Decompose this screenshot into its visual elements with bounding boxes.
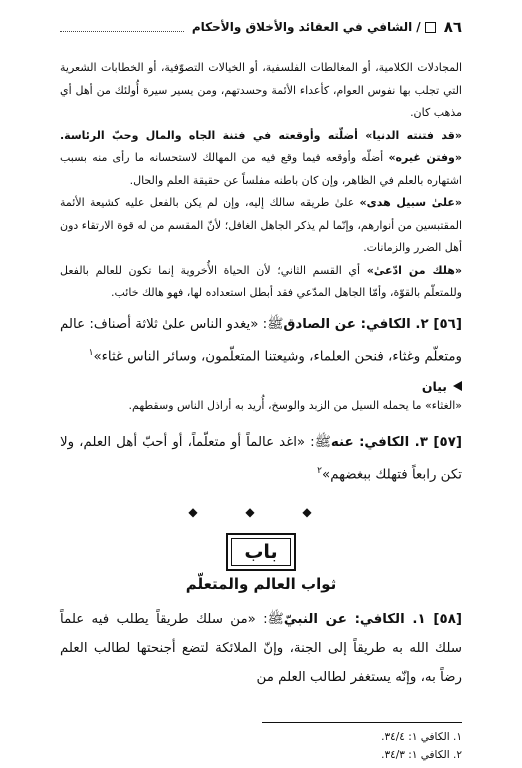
triangle-left-icon bbox=[453, 381, 462, 391]
footnote-1: ١. الكافي ١: ٣٤/٤. bbox=[381, 731, 462, 744]
hadith-57 bbox=[60, 428, 462, 489]
footnote-ref[interactable]: ١ bbox=[88, 347, 94, 358]
chapter-heading bbox=[60, 533, 462, 571]
bayan-title: بيان bbox=[421, 378, 447, 394]
dotted-leader bbox=[60, 31, 184, 32]
header-separator: / bbox=[416, 20, 421, 34]
bayan-heading bbox=[60, 379, 462, 394]
commentary-paragraph bbox=[60, 192, 462, 260]
footnote-ref[interactable]: ٢ bbox=[317, 465, 322, 476]
hadith-text: : «يغدو الناس علىٰ ثلاثة أصناف: عالم ومتعلّم وغثاء، فنحن العلماء، وشيعتنا المتعلّمون، وسائر الناس غثاء» bbox=[60, 316, 462, 364]
commentary-text: علىٰ طريقه سالك إليه، وإن لم يكن بالفعل عليه كشيعة الأئمة المقتبسين من أنوارهم، وإنّما لم يذكر الجاهل الغافل؛ لأنّ المقسم من له قوة الارتقاء دون أهل الضرر والزمانات. bbox=[60, 196, 462, 254]
commentary-section bbox=[60, 57, 462, 305]
hadith-text: : «من سلك طريقاً يطلب فيه علماً سلك الله به طريقاً إلى الجنة، وإنّ الملائكة لتضع أجنحتها لطالب العلم رضاً به، وإنّه يستغفر لطالب العلم من bbox=[60, 612, 462, 686]
chapter-box bbox=[226, 533, 295, 571]
section-divider: ◆ ◆ ◆ bbox=[188, 505, 334, 520]
commentary-text: أي القسم الثاني؛ لأن الحياة الأُخروية إنما تكون للعالم بالفعل وللمتعلّم بالقوّة، وأمّا الجاهل المدّعي فقد أبطل استعداده لها، فهو هالك خائب. bbox=[60, 263, 462, 299]
commentary-paragraph bbox=[60, 260, 462, 305]
bayan-paragraph: «الغثاء» ما يحمله السيل من الزبد والوسخ، أُريد به أراذل الناس وسقطهم. bbox=[128, 398, 462, 412]
quoted-phrase: «قد فتنته الدنيا» أضلّته وأوقعته في فتنة الجاه والمال وحبّ الرئاسة. «وفتن غيره» bbox=[60, 128, 462, 164]
hadith-label: [٥٧] ٣. الكافي: عنه bbox=[330, 434, 462, 450]
page-number: ٨٦ bbox=[443, 18, 462, 36]
hadith-text: : «اغد عالماً أو متعلّماً، أو أحبّ أهل العلم، ولا تكن رابعاً فتهلك ببغضهم» bbox=[60, 434, 462, 483]
hadith-56 bbox=[60, 310, 462, 371]
quoted-phrase: «علىٰ سبيل هدى» bbox=[359, 196, 462, 209]
commentary-intro: المجادلات الكلامية، أو المغالطات الفلسفية، أو الخيالات التصوّفية، أو الخطابات الشعرية التي تجلب بها نفوس العوام، كأعداء الأئمة وحسدتهم، ومن يسير سيرة أُولئك من أهل أي مذهب كان. bbox=[60, 61, 462, 119]
commentary-text: أضلّه وأوقعه فيما وقع فيه من المهالك لاستحسانه ما رأى منه بسبب اشتهاره بالعلم في الظاهر، وإن كان باطنه مفلساً عن حقيقة العلم والحال. bbox=[60, 151, 462, 187]
book-title: الشافي في العقائد والأخلاق والأحكام bbox=[191, 20, 413, 34]
chapter-title: ثواب العالم والمتعلّم bbox=[185, 575, 337, 594]
hadith-label: [٥٦] ٢. الكافي: عن الصادق bbox=[283, 316, 462, 332]
footnote-separator bbox=[262, 722, 462, 723]
honorific: ﷺ bbox=[267, 612, 284, 628]
square-icon bbox=[425, 22, 436, 33]
honorific: ﷺ bbox=[267, 316, 284, 332]
running-header bbox=[60, 18, 462, 36]
commentary-paragraph bbox=[60, 125, 462, 193]
chapter-label: باب bbox=[231, 538, 290, 566]
hadith-58 bbox=[60, 605, 462, 692]
footnote-2: ٢. الكافي ١: ٣٤/٣. bbox=[381, 749, 462, 762]
footnotes bbox=[60, 728, 462, 764]
quoted-phrase: «هلك من ادّعىٰ» bbox=[366, 263, 462, 277]
hadith-label: [٥٨] ١. الكافي: عن النبيّ bbox=[283, 612, 462, 628]
honorific: ﷺ bbox=[314, 434, 331, 450]
bayan-text bbox=[60, 396, 462, 416]
